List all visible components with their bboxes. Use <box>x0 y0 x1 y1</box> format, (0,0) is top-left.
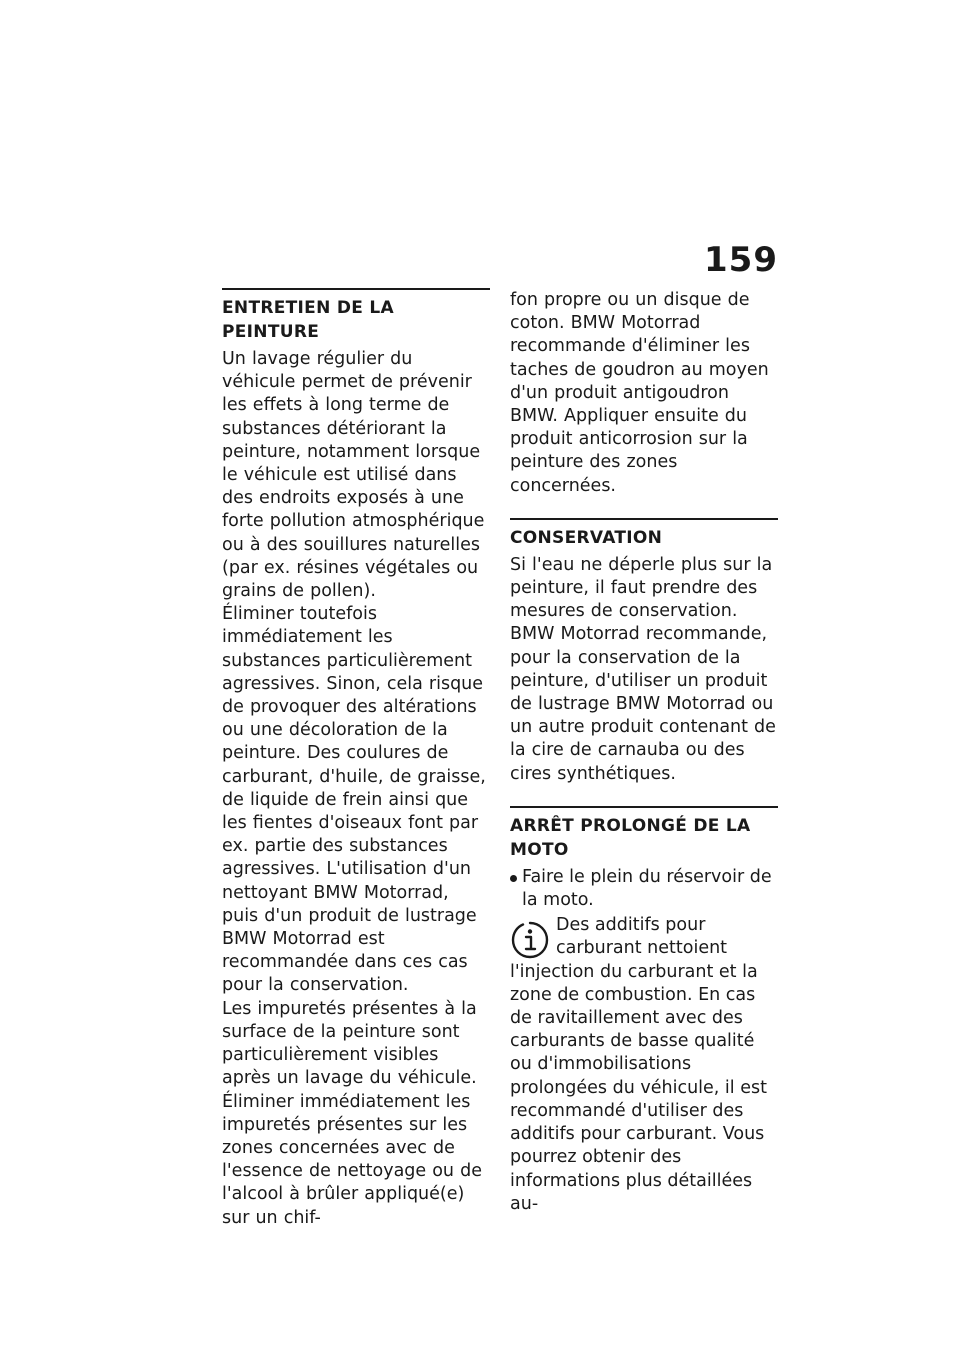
info-note <box>510 914 778 1216</box>
paragraph-paint-care-2: Éliminer toutefois immédiatement les substances particulièrement agressives. Sinon, cela risque de provoquer des altérations ou une décoloration de la peinture. Des coulures de carburant, d'huile, de graisse, de liquide de frein ainsi que les fientes d'oiseaux font par ex. partie des substances agressives. L'utilisation d'un nettoyant BMW Motorrad, puis d'un produit de lustrage BMW Motorrad est recommandée dans ces cas pour la conservation. <box>222 604 486 996</box>
right-column <box>510 289 778 1216</box>
section-divider <box>510 518 778 520</box>
info-icon <box>510 920 550 960</box>
section-storage <box>510 806 778 1216</box>
left-column <box>222 288 490 1230</box>
section-divider <box>222 288 490 290</box>
paragraph-conservation-2: BMW Motorrad recommande, pour la conservation de la peinture, d'utiliser un produit de lustrage BMW Motorrad ou un autre produit contenant de la cire de carnauba ou des cires synthétiques. <box>510 624 776 784</box>
section-conservation <box>510 518 778 786</box>
paragraph-paint-care-1: Un lavage régulier du véhicule permet de prévenir les effets à long terme de substances détériorant la peinture, notamment lorsque le véhicule est utilisé dans des endroits exposés à une forte pollution atmosphérique ou à des souillures naturelles (par ex. résines végétales ou grains de pollen). <box>222 349 485 602</box>
section-title-storage: ARRÊT PROLONGÉ DE LA MOTO <box>510 815 751 860</box>
bullet-icon <box>510 866 520 912</box>
section-divider <box>510 806 778 808</box>
list-item <box>510 866 778 912</box>
paragraph-paint-care-continuation: fon propre ou un disque de coton. BMW Motorrad recommande d'éliminer les taches de goudron au moyen d'un produit antigoudron BMW. Appliquer ensuite du produit anticorrosion sur la peinture des zones concernées. <box>510 290 769 496</box>
paragraph-conservation-1: Si l'eau ne déperle plus sur la peinture, il faut prendre des mesures de conservation. <box>510 554 773 622</box>
section-title-paint-care: ENTRETIEN DE LA PEINTURE <box>222 298 394 342</box>
page-number: 159 <box>704 240 778 280</box>
section-title-conservation: CONSERVATION <box>510 527 663 548</box>
list-item-text: Faire le plein du réservoir de la moto. <box>522 866 772 911</box>
note-text: Des additifs pour carburant nettoient l'injection du carburant et la zone de combustion. En cas de ravitaillement avec des carburants de basse qualité ou d'immobilisations prolongées du véhicule, il est recommandé d'utiliser des additifs pour carburant. Vous pourrez obtenir des informations plus détaillées au- <box>510 915 767 1214</box>
paragraph-paint-care-3: Les impuretés présentes à la surface de la peinture sont particulièrement visibles après un lavage du véhicule. Éliminer immédiatement les impuretés présentes sur les zones concernées avec de l'essence de nettoyage ou de l'alcool à brûler appliqué(e) sur un chif- <box>222 998 482 1228</box>
